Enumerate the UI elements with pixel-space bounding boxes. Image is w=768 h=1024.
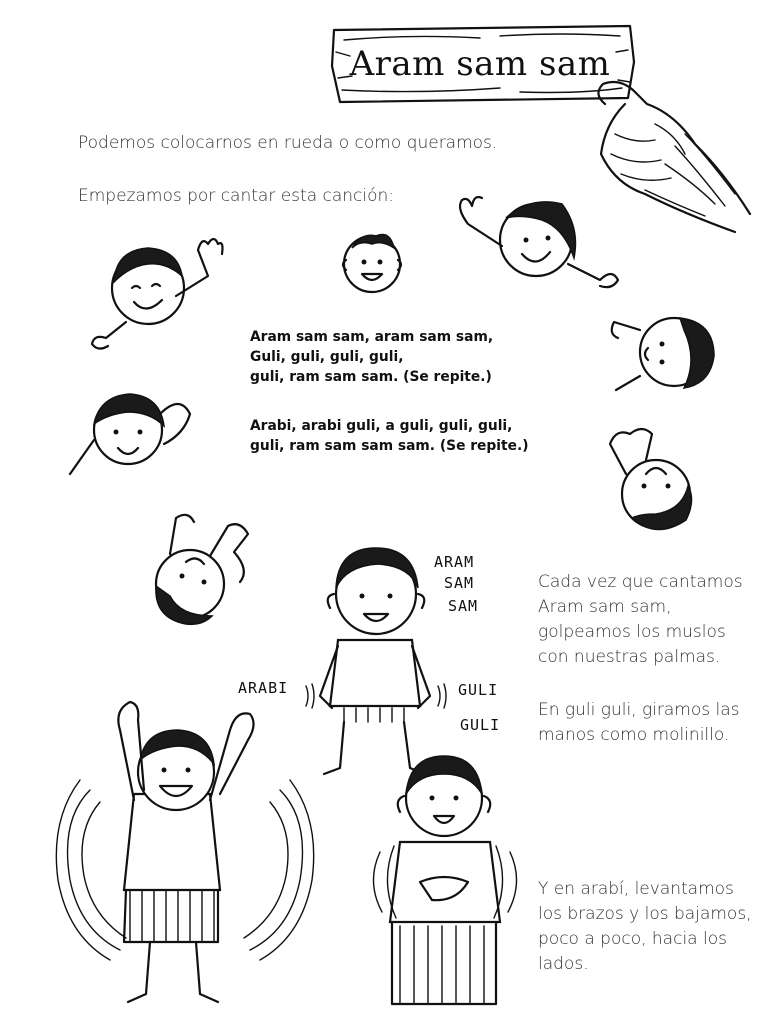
child-waving-illustration	[86, 226, 226, 366]
child-sideways-illustration	[604, 300, 724, 410]
instruction-line: con nuestras palmas.	[538, 647, 721, 667]
instruction-line: En guli guli, giramos las	[538, 700, 740, 720]
child-face-illustration	[334, 226, 414, 298]
instruction-line: poco a poco, hacia los	[538, 929, 727, 949]
instruction-line: los brazos y los bajamos,	[538, 904, 752, 924]
instruction-line: lados.	[538, 954, 589, 974]
lyrics-line: Arabi, arabi guli, a guli, guli, guli,	[250, 418, 513, 434]
child-tumbling-illustration	[130, 506, 260, 630]
handwritten-guli: GULI	[460, 716, 501, 734]
instruction-line: Cada vez que cantamos	[538, 572, 743, 592]
instruction-paragraph-3	[538, 877, 752, 977]
intro-text-2: Empezamos por cantar esta canción:	[78, 186, 395, 206]
intro-text-1: Podemos colocarnos en rueda o como queramos.	[78, 133, 498, 153]
child-arms-raised-illustration	[50, 690, 320, 1014]
child-girl-braid-illustration	[64, 374, 194, 484]
instruction-line: manos como molinillo.	[538, 725, 730, 745]
handwritten-sam: SAM	[448, 597, 479, 615]
lyrics-verse-2	[250, 416, 529, 456]
handwritten-aram: ARAM	[434, 553, 475, 571]
instruction-line: Y en arabí, levantamos	[538, 879, 734, 899]
lyrics-line: guli, ram sam sam sam. (Se repite.)	[250, 438, 529, 454]
child-rolling-hands-illustration	[360, 742, 530, 1014]
lyrics-line: Aram sam sam, aram sam sam,	[250, 329, 494, 345]
instruction-line: Aram sam sam,	[538, 597, 672, 617]
child-arms-up-illustration	[450, 188, 620, 308]
lyrics-line: Guli, guli, guli, guli,	[250, 349, 404, 365]
instruction-paragraph-1	[538, 570, 743, 670]
page-title: Aram sam sam	[349, 44, 611, 84]
handwritten-guli: GULI	[458, 681, 499, 699]
child-upside-down-illustration	[596, 414, 716, 544]
instruction-line: golpeamos los muslos	[538, 622, 726, 642]
instruction-paragraph-2	[538, 698, 740, 748]
lyrics-verse-1	[250, 327, 493, 387]
handwritten-arabi: ARABI	[238, 679, 289, 697]
handwritten-sam: SAM	[444, 574, 475, 592]
lyrics-line: guli, ram sam sam. (Se repite.)	[250, 369, 492, 385]
